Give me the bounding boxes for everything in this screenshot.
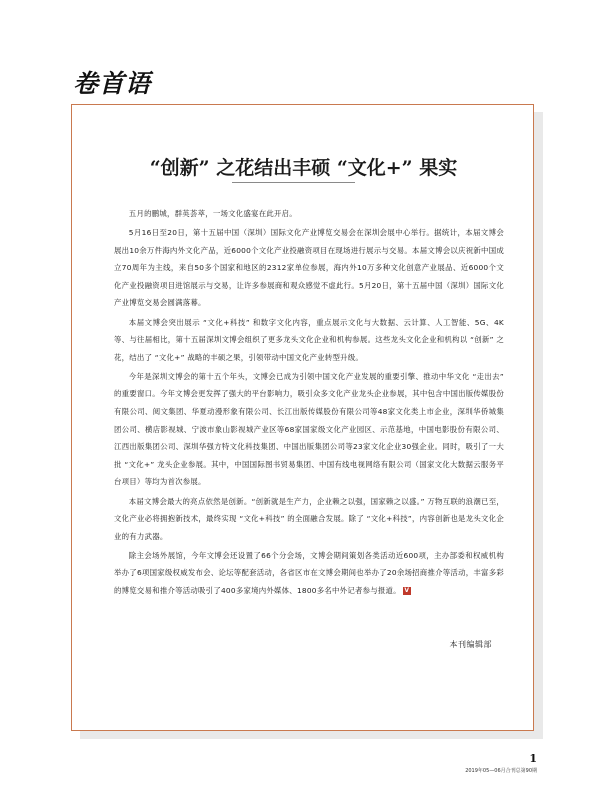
issue-info: 2019年05—06月合刊总第90期 (465, 768, 537, 774)
paragraph-5: 本届文博会最大的亮点依然是创新。“创新就是生产力，企业赖之以强，国家赖之以盛。” 万物互联的浪潮已至，文化产业必将拥抱新技术，最终实现 “文化+科技” 的全面融合发展。除了 “文化+科技”，内容创新也是龙头文化企业的有力武器。 (114, 496, 504, 541)
paragraph-1: 五月的鹏城，群英荟萃，一场文化盛宴在此开启。 (128, 209, 297, 218)
title-divider (232, 182, 355, 183)
page-number: 1 (529, 752, 537, 765)
paragraph-2: 5月16日至20日，第十五届中国（深圳）国际文化产业博览交易会在深圳会展中心举行。据统计，本届文博会展出10余万件海内外文化产品，近6000个文化产业投融资项目在现场进行展示与交易。本届文博会以庆祝新中国成立70周年为主线，来自50多个国家和地区的2312家单位参展，海内外10万多种文化创意产业展品、近6000个文化产业投融资项目进馆展示与交易，让许多参展商和观众感觉不虚此行。5月20日，第十五届中国（深圳）国际文化产业博览交易会圆满落幕。 (114, 228, 504, 308)
paragraph-6 (114, 547, 504, 600)
article-body (114, 205, 504, 601)
article-card (71, 104, 534, 731)
paragraph-3: 本届文博会突出展示 “文化+科技” 和数字文化内容，重点展示文化与大数据、云计算、人工智能、5G、4K等、与往届相比，第十五届深圳文博会组织了更多龙头文化企业和机构参展。这些龙头文化企业和机构以 “创新” 之花，结出了 “文化+” 战略的丰硕之果，引领带动中国文化产业转型升级。 (114, 317, 504, 362)
end-mark-icon: V (404, 586, 410, 594)
article-title: “创新” 之花结出丰硕 “文化+” 果实 (149, 157, 458, 179)
section-heading: 卷首语 (73, 69, 152, 98)
paragraph-4: 今年是深圳文博会的第十五个年头，文博会已成为引领中国文化产业发展的重要引擎、推动中华文化 “走出去” 的重要窗口。今年文博会更发挥了强大的平台影响力，吸引众多文化产业龙头企业参展，其中包含中国出版传媒股份有限公司、阅文集团、华夏动漫形象有限公司、长江出版传媒股份有限公司等48家文化类上市企业，深圳华侨城集团公司、横店影视城、宁波市象山影视城产业区等68家国家级文化产业园区、示范基地，中国电影股份有限公司、江西出版集团公司、深圳华强方特文化科技集团、中国出版集团公司等23家文化企业30强企业。同时，吸引了一大批 “文化+” 龙头企业参展。其中，中国国际图书贸易集团、中国有线电视网络有限公司（国家文化大数据云服务平台项目）等均为首次参展。 (114, 371, 504, 487)
paragraph-6-text: 除主会场外展馆，今年文博会还设置了66个分会场，文博会期间策划各类活动近600项，主办部委和权威机构举办了6项国家级权威发布会、论坛等配套活动，各省区市在文博会期间也举办了20余场招商推介等活动，丰富多彩的博览交易和推介等活动吸引了400多家境内外媒体、1800多名中外记者参与报道。 (114, 550, 504, 595)
signature: 本刊编辑部 (449, 640, 492, 649)
